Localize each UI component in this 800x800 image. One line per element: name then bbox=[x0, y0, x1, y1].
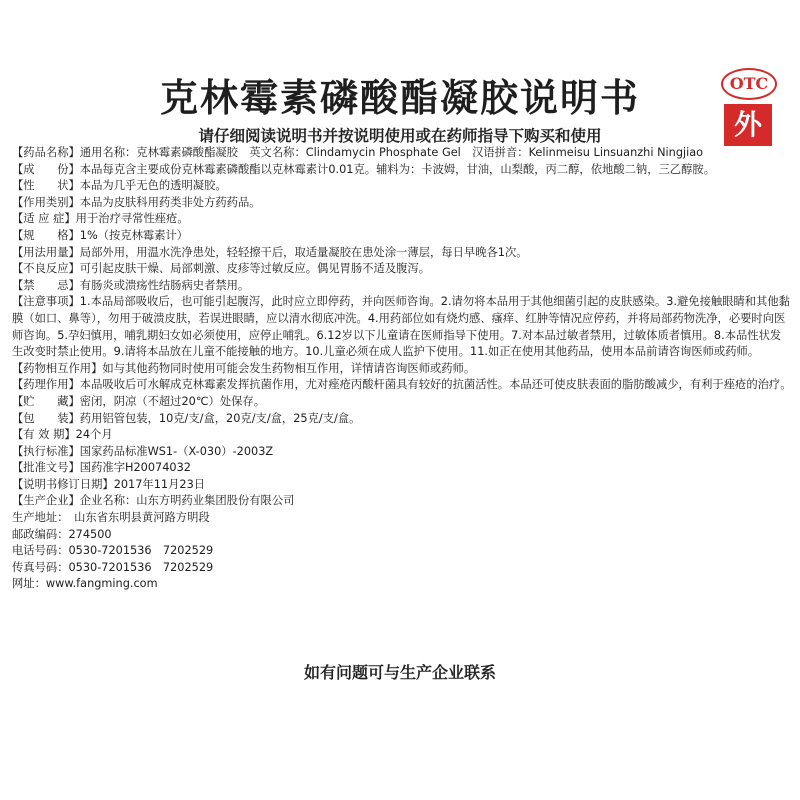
section-drug-name bbox=[12, 145, 792, 162]
otc-badge: OTC bbox=[721, 68, 777, 100]
external-use-badge: 外 bbox=[724, 104, 772, 146]
manufacturer-address: 生产地址： 山东省东明县黄河路方明段 bbox=[12, 511, 210, 525]
section-text: 本品为皮肤科用药类非处方药药品。 bbox=[79, 195, 261, 209]
section-text: 企业名称：山东方明药业集团股份有限公司 bbox=[79, 494, 295, 508]
section-manufacturer bbox=[12, 493, 792, 510]
section-label: 【生产企业】 bbox=[12, 494, 80, 508]
section-packaging bbox=[12, 411, 792, 428]
section-text: 有肠炎或溃疡性结肠病史者禁用。 bbox=[79, 278, 250, 292]
section-specification bbox=[12, 228, 792, 245]
section-label: 【贮 藏】 bbox=[12, 394, 80, 408]
section-text: 本品每克含主要成份克林霉素磷酸酯以克林霉素计0.01克。辅料为：卡波姆，甘油，山梨酸，丙二醇，依地酸二钠，三乙醇胺。 bbox=[79, 162, 715, 176]
section-drug-interactions bbox=[12, 361, 792, 378]
section-text: 1%（按克林霉素计） bbox=[79, 228, 189, 242]
section-ingredients bbox=[12, 162, 792, 179]
section-label: 【用法用量】 bbox=[12, 245, 80, 259]
section-label: 【禁 忌】 bbox=[12, 278, 80, 292]
section-adverse-reactions bbox=[12, 261, 792, 278]
section-label: 【性 状】 bbox=[12, 179, 80, 193]
section-storage bbox=[12, 394, 792, 411]
section-text: 国家药品标准WS1-（X-030）-2003Z bbox=[79, 444, 274, 458]
section-label: 【作用类别】 bbox=[12, 195, 80, 209]
section-text: 1.本品局部吸收后，也可能引起腹泻，此时应立即停药，并向医师咨询。2.请勿将本品用于其他细菌引起的皮肤感染。3.避免接触眼睛和其他黏膜（如口、鼻等），勿用于破溃皮肤，若误进眼睛，应以清水彻底冲洗。4.用药部位如有烧灼感、瘙痒、红肿等情况应停药，并将局部药物洗净，必要时向医师咨询。5.孕妇慎用，哺乳期妇女如必须使用，应停止哺乳。6.12岁以下儿童请在医师指导下使用。7.对本品过敏者禁用，过敏体质者慎用。8.本品性状发生改变时禁止使用。9.请将本品放在儿童不能接触的地方。10.儿童必须在成人监护下使用。11.如正在使用其他药品，使用本品前请咨询医师或药师。 bbox=[12, 295, 790, 359]
section-text: 可引起皮肤干燥、局部刺激、皮疹等过敏反应。偶见胃肠不适及腹泻。 bbox=[79, 262, 431, 276]
section-label: 【不良反应】 bbox=[12, 262, 80, 276]
section-label: 【包 装】 bbox=[12, 411, 80, 425]
section-label: 【药品名称】 bbox=[12, 146, 80, 159]
section-revision-date bbox=[12, 477, 792, 494]
section-label: 【有 效 期】 bbox=[12, 428, 76, 442]
section-text: 药用铝管包装，10克/支/盒，20克/支/盒，25克/支/盒。 bbox=[79, 411, 361, 425]
section-text: 本品吸收后可水解成克林霉素发挥抗菌作用，尤对痤疮丙酸杆菌具有较好的抗菌活性。本品还可使皮肤表面的脂肪酸减少，有利于痤疮的治疗。 bbox=[79, 378, 792, 392]
section-standard bbox=[12, 444, 792, 461]
section-text: 如与其他药物同时使用可能会发生药物相互作用，详情请咨询医师或药师。 bbox=[102, 361, 476, 375]
section-text: 密闭，阴凉（不超过20℃）处保存。 bbox=[79, 394, 266, 408]
section-label: 【规 格】 bbox=[12, 228, 80, 242]
section-contraindications bbox=[12, 278, 792, 295]
section-indications bbox=[12, 211, 792, 228]
section-precautions bbox=[12, 294, 792, 360]
section-text: 国药准字H20074032 bbox=[79, 461, 191, 475]
section-text: 24个月 bbox=[75, 428, 113, 442]
section-category bbox=[12, 195, 792, 212]
leaflet-body bbox=[12, 145, 792, 593]
section-label: 【适 应 症】 bbox=[12, 212, 76, 226]
leaflet-title: 克林霉素磷酸酯凝胶说明书 bbox=[159, 76, 640, 120]
contact-footer: 如有问题可与生产企业联系 bbox=[303, 663, 496, 682]
manufacturer-phone: 电话号码：0530-7201536 7202529 bbox=[12, 544, 214, 558]
section-text: 2017年11月23日 bbox=[113, 477, 206, 491]
section-label: 【执行标准】 bbox=[12, 444, 80, 458]
section-label: 【批准文号】 bbox=[12, 461, 80, 475]
section-text: 通用名称：克林霉素磷酸酯凝胶 英文名称：Clindamycin Phosphate Gel 汉语拼音：Kelinmeisu Linsuanzhi Ningjiao bbox=[79, 146, 704, 159]
section-label: 【成 份】 bbox=[12, 162, 80, 176]
section-text: 用于治疗寻常性痤疮。 bbox=[75, 212, 189, 226]
manufacturer-website: 网址：www.fangming.com bbox=[12, 577, 158, 591]
leaflet-subtitle: 请仔细阅读说明书并按说明使用或在药师指导下购买和使用 bbox=[198, 127, 602, 145]
section-dosage bbox=[12, 245, 792, 262]
manufacturer-fax: 传真号码：0530-7201536 7202529 bbox=[12, 560, 214, 574]
section-shelf-life bbox=[12, 427, 792, 444]
section-pharmacology bbox=[12, 377, 792, 394]
section-approval-number bbox=[12, 460, 792, 477]
section-text: 局部外用，用温水洗净患处，轻轻擦干后，取适量凝胶在患处涂一薄层，每日早晚各1次。 bbox=[79, 245, 528, 259]
manufacturer-postcode: 邮政编码：274500 bbox=[12, 527, 112, 541]
section-appearance bbox=[12, 178, 792, 195]
section-label: 【药理作用】 bbox=[12, 378, 80, 392]
section-label: 【注意事项】 bbox=[12, 295, 80, 309]
section-label: 【说明书修订日期】 bbox=[12, 477, 114, 491]
section-text: 本品为几乎无色的透明凝胶。 bbox=[79, 179, 227, 193]
section-label: 【药物相互作用】 bbox=[12, 361, 103, 375]
